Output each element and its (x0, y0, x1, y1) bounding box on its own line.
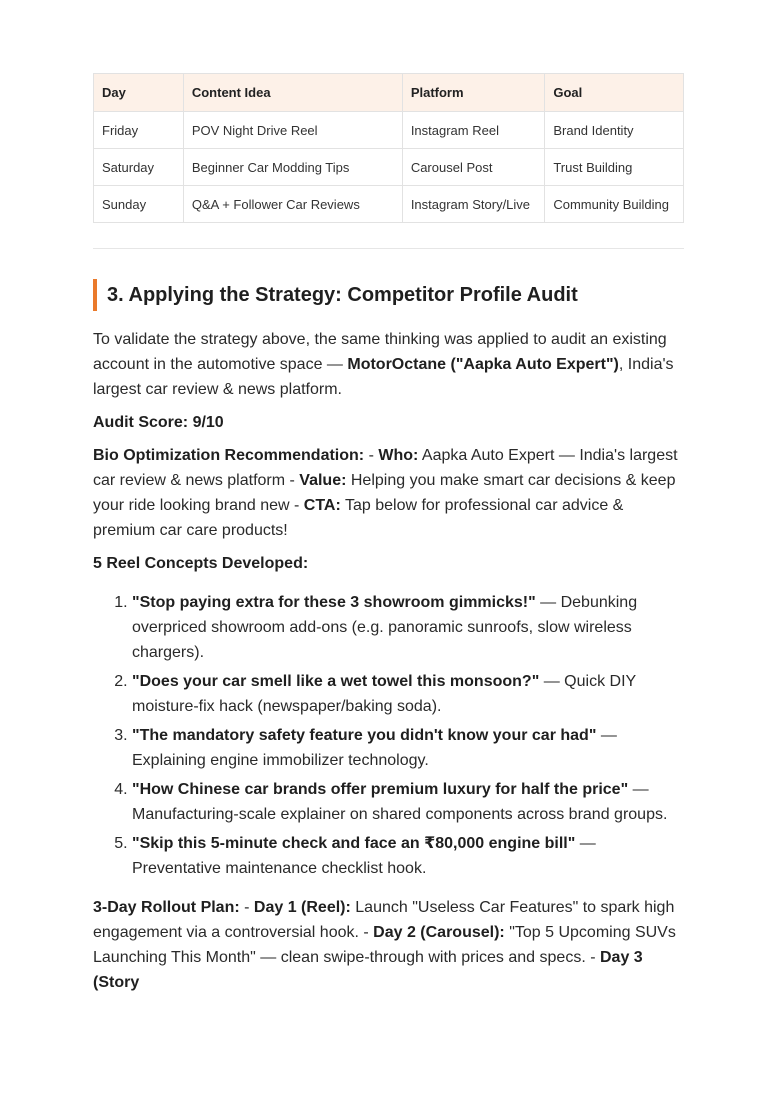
content-plan-table (93, 73, 684, 223)
rollout-day2-text: "Top 5 Upcoming SUVs Launching This Month" — clean swipe-through with prices and specs. - (93, 924, 676, 966)
bio-who-label: Who: (378, 447, 419, 464)
table-header-content-idea: Content Idea (183, 74, 402, 112)
reel-title: "The mandatory safety feature you didn't know your car had" (132, 727, 597, 744)
reel-description: — Explaining engine immobilizer technology. (132, 727, 617, 769)
table-cell: Instagram Reel (402, 112, 545, 149)
bio-value-text: Helping you make smart car decisions & keep your ride looking brand new - (93, 472, 676, 514)
table-row (94, 112, 684, 149)
reel-title: "Does your car smell like a wet towel this monsoon?" (132, 673, 540, 690)
reel-description: — Manufacturing-scale explainer on shared components across brand groups. (132, 781, 668, 823)
rollout-day1-text: Launch "Useless Car Features" to spark high engagement via a controversial hook. - (93, 899, 675, 941)
reel-title: "How Chinese car brands offer premium luxury for half the price" (132, 781, 629, 798)
bio-value-label: Value: (299, 472, 347, 489)
rollout-day2-label: Day 2 (Carousel): (373, 924, 505, 941)
reel-description: — Preventative maintenance checklist hook. (132, 835, 596, 877)
bio-recommendation (93, 443, 684, 543)
table-cell: Friday (94, 112, 184, 149)
bio-who-text: Aapka Auto Expert — India's largest car review & news platform - (93, 447, 678, 489)
list-item (132, 777, 684, 827)
intro-text-end: , India's largest car review & news platform. (93, 356, 674, 398)
bio-cta-text: Tap below for professional car advice & premium car care products! (93, 497, 624, 539)
reel-description: — Debunking overpriced showroom add-ons (e.g. panoramic sunroofs, slow wireless chargers). (132, 594, 638, 661)
reel-concepts-heading-text: 5 Reel Concepts Developed: (93, 555, 309, 572)
rollout-plan (93, 895, 684, 995)
table-cell: Q&A + Follower Car Reviews (183, 186, 402, 223)
reel-title: "Skip this 5-minute check and face an ₹80,000 engine bill" (132, 835, 576, 852)
table-cell: POV Night Drive Reel (183, 112, 402, 149)
intro-paragraph (93, 327, 684, 402)
table-cell: Trust Building (545, 149, 684, 186)
reel-title: "Stop paying extra for these 3 showroom gimmicks!" (132, 594, 536, 611)
reel-concepts-heading (93, 551, 684, 576)
table-header-day: Day (94, 74, 184, 112)
table-cell: Sunday (94, 186, 184, 223)
list-item (132, 723, 684, 773)
list-item (132, 669, 684, 719)
table-cell: Beginner Car Modding Tips (183, 149, 402, 186)
section-heading: 3. Applying the Strategy: Competitor Profile Audit (93, 279, 684, 311)
bio-heading: Bio Optimization Recommendation: (93, 447, 365, 464)
audit-score-text: Audit Score: 9/10 (93, 414, 224, 431)
table-header-goal: Goal (545, 74, 684, 112)
section-divider (93, 248, 684, 249)
intro-account-name: MotorOctane ("Aapka Auto Expert") (347, 356, 619, 373)
table-cell: Instagram Story/Live (402, 186, 545, 223)
audit-score (93, 410, 684, 435)
table-header-platform: Platform (402, 74, 545, 112)
rollout-day3-label: Day 3 (Story (93, 949, 643, 991)
reel-concepts-list (93, 590, 684, 881)
table-cell: Carousel Post (402, 149, 545, 186)
bio-cta-label: CTA: (303, 497, 341, 514)
rollout-separator: - (239, 899, 254, 916)
table-cell: Saturday (94, 149, 184, 186)
bio-separator: - (364, 447, 379, 464)
table-cell: Community Building (545, 186, 684, 223)
document-page (93, 73, 684, 995)
list-item (132, 831, 684, 881)
intro-text: To validate the strategy above, the same thinking was applied to audit an existing account in the automotive space — (93, 331, 667, 373)
table-row (94, 149, 684, 186)
rollout-heading: 3-Day Rollout Plan: (93, 899, 240, 916)
table-cell: Brand Identity (545, 112, 684, 149)
reel-description: — Quick DIY moisture-fix hack (newspaper/baking soda). (132, 673, 636, 715)
list-item (132, 590, 684, 665)
rollout-day1-label: Day 1 (Reel): (253, 899, 351, 916)
table-header-row (94, 74, 684, 112)
table-row (94, 186, 684, 223)
